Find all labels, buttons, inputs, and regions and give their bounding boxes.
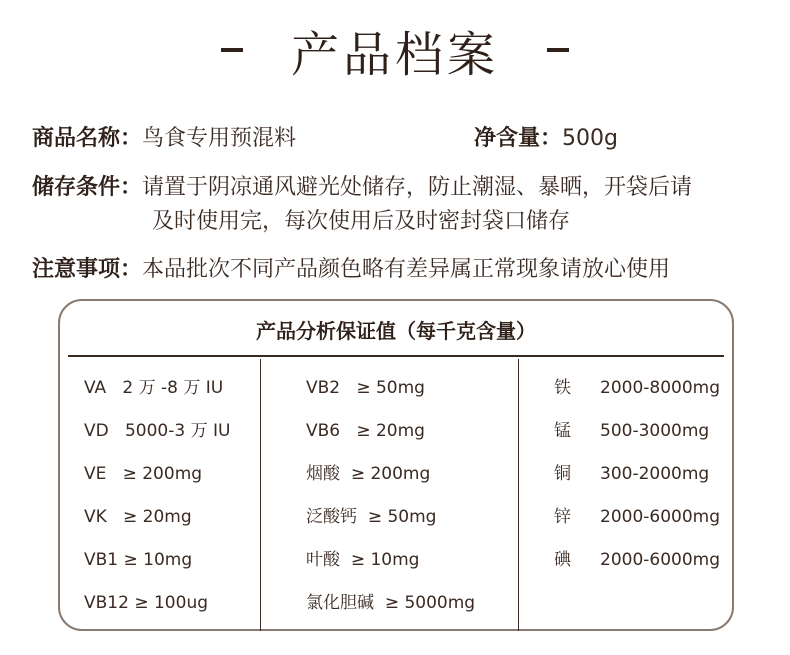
nutrient-name: 锰 bbox=[554, 421, 571, 441]
product-name-value: 鸟食专用预混料 bbox=[142, 126, 297, 151]
nutrient-name: VE bbox=[84, 464, 107, 484]
net-weight-value: 500g bbox=[562, 126, 618, 151]
table-cell bbox=[554, 496, 720, 539]
table-cell bbox=[84, 410, 230, 453]
product-name-row bbox=[32, 122, 296, 156]
table-cell bbox=[84, 539, 230, 582]
notice-label: 注意事项： bbox=[32, 257, 143, 282]
table-cell bbox=[84, 453, 230, 496]
nutrient-value: ≥ 20mg bbox=[356, 421, 425, 441]
title-dash-right bbox=[547, 48, 569, 52]
table-cell bbox=[84, 496, 230, 539]
nutrient-value: 2000-6000mg bbox=[600, 550, 721, 570]
nutrient-name: VA bbox=[84, 378, 107, 398]
nutrient-name: VB2 bbox=[306, 378, 341, 398]
page-header bbox=[0, 14, 790, 86]
nutrient-name: 氯化胆碱 bbox=[306, 593, 374, 613]
nutrient-value: ≥ 20mg bbox=[123, 507, 192, 527]
table-cell bbox=[306, 367, 475, 410]
table-cell bbox=[84, 582, 230, 625]
table-cell bbox=[306, 410, 475, 453]
nutrient-name: 叶酸 bbox=[306, 550, 340, 570]
net-weight-row bbox=[474, 122, 618, 156]
table-column-vitamins-b bbox=[306, 367, 475, 625]
nutrient-value: 2000-6000mg bbox=[600, 507, 721, 527]
nutrient-value: ≥ 10mg bbox=[350, 550, 420, 570]
storage-text-line2: 及时使用完，每次使用后及时密封袋口储存 bbox=[152, 209, 571, 234]
nutrient-name: 烟酸 bbox=[306, 464, 340, 484]
table-cell bbox=[554, 539, 720, 582]
nutrient-name: VB6 bbox=[306, 421, 341, 441]
nutrient-value: 2000-8000mg bbox=[600, 378, 721, 398]
page-title: 产品档案 bbox=[290, 26, 499, 83]
table-cell bbox=[554, 453, 720, 496]
table-cell bbox=[306, 496, 475, 539]
table-column-minerals bbox=[554, 367, 720, 582]
storage-text-line1: 请置于阴凉通风避光处储存，防止潮湿、暴晒，开袋后请 bbox=[142, 175, 693, 200]
storage-row bbox=[32, 171, 772, 239]
table-header-divider bbox=[68, 355, 724, 357]
table-cell bbox=[554, 367, 720, 410]
column-divider-1 bbox=[260, 359, 261, 631]
nutrient-name: 锌 bbox=[554, 507, 571, 527]
nutrient-name: 铜 bbox=[554, 464, 571, 484]
table-cell bbox=[306, 582, 475, 625]
nutrient-value: 2 万 -8 万 IU bbox=[122, 378, 224, 398]
nutrient-value: ≥ 50mg bbox=[367, 507, 437, 527]
nutrient-name: VB12 bbox=[84, 593, 129, 613]
nutrient-value: ≥ 50mg bbox=[356, 378, 425, 398]
column-divider-2 bbox=[518, 359, 519, 631]
table-cell bbox=[306, 453, 475, 496]
table-title: 产品分析保证值（每千克含量） bbox=[256, 319, 536, 343]
nutrient-value: ≥ 200mg bbox=[122, 464, 203, 484]
nutrient-value: 5000-3 万 IU bbox=[124, 421, 231, 441]
table-column-vitamins-a bbox=[84, 367, 230, 625]
notice-value: 本品批次不同产品颜色略有差异属正常现象请放心使用 bbox=[142, 257, 671, 282]
storage-label: 储存条件： bbox=[32, 175, 143, 200]
nutrient-value: ≥ 10mg bbox=[123, 550, 193, 570]
nutrient-name: VB1 bbox=[84, 550, 119, 570]
table-cell bbox=[554, 410, 720, 453]
nutrient-name: VD bbox=[84, 421, 109, 441]
nutrient-value: ≥ 100ug bbox=[134, 593, 209, 613]
analysis-table bbox=[58, 299, 734, 631]
nutrient-name: VK bbox=[84, 507, 107, 527]
nutrient-value: 300-2000mg bbox=[600, 464, 710, 484]
net-weight-label: 净含量： bbox=[474, 126, 563, 151]
title-dash-left bbox=[221, 48, 243, 52]
table-cell bbox=[84, 367, 230, 410]
nutrient-value: 500-3000mg bbox=[600, 421, 710, 441]
product-name-label: 商品名称： bbox=[32, 126, 143, 151]
nutrient-value: ≥ 5000mg bbox=[384, 593, 476, 613]
nutrient-name: 铁 bbox=[554, 378, 571, 398]
table-cell bbox=[306, 539, 475, 582]
nutrient-value: ≥ 200mg bbox=[350, 464, 431, 484]
notice-row bbox=[32, 253, 670, 287]
nutrient-name: 碘 bbox=[554, 550, 571, 570]
nutrient-name: 泛酸钙 bbox=[306, 507, 357, 527]
